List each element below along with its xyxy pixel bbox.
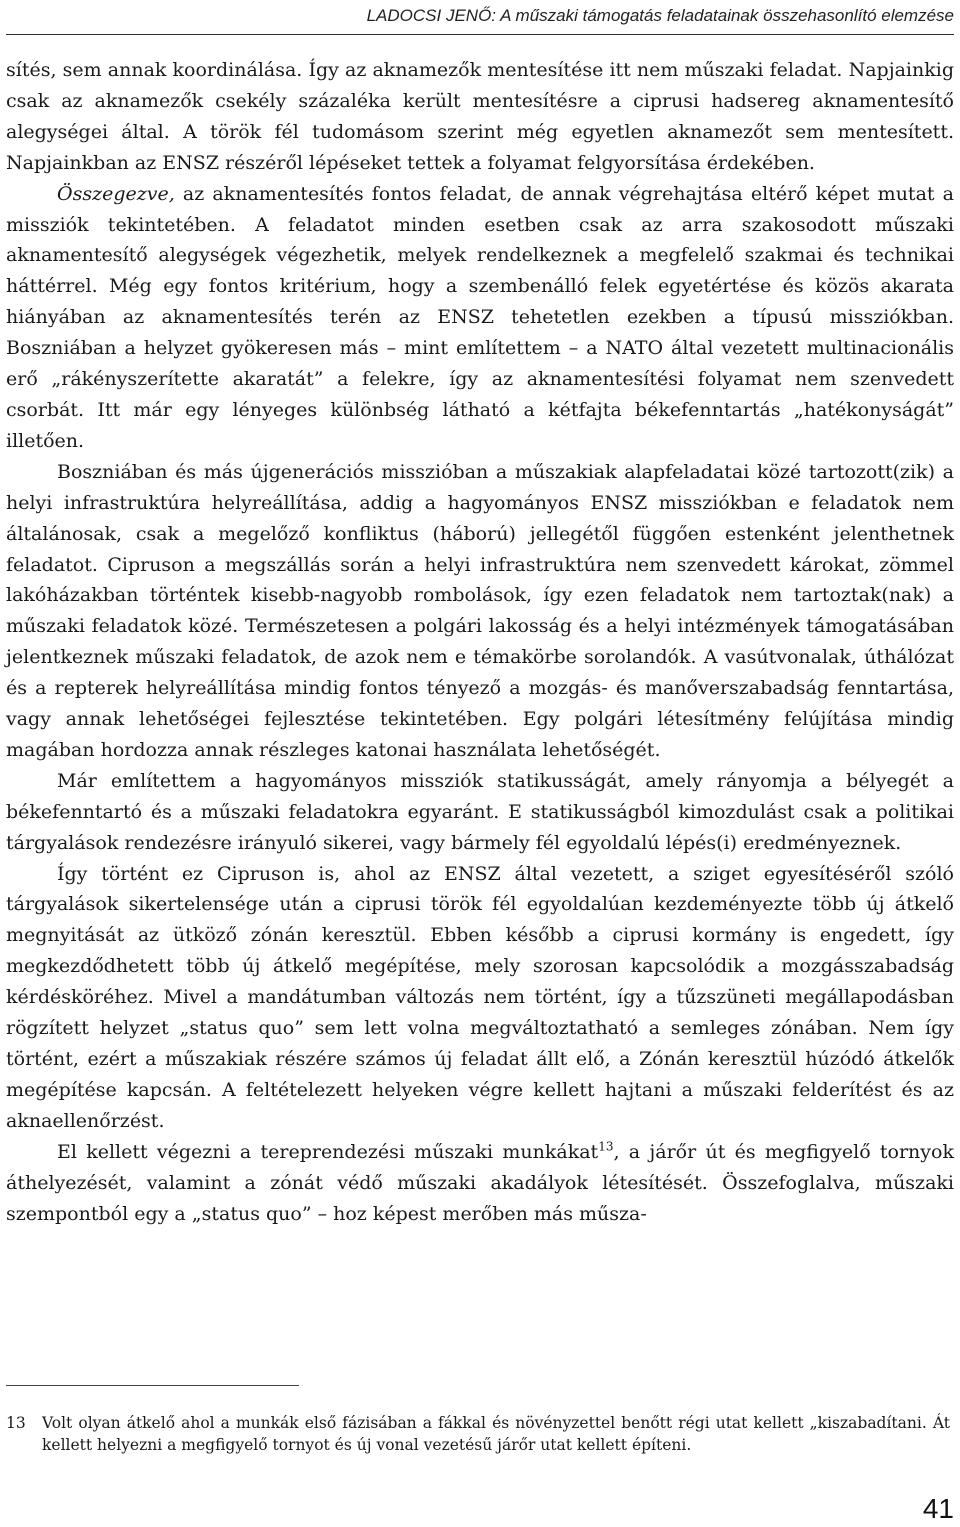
body-text [6, 55, 954, 1229]
header-rule [6, 34, 954, 35]
page-number: 41 [922, 1493, 954, 1524]
footnote-number: 13 [6, 1414, 26, 1432]
paragraph-4: Már említettem a hagyományos missziók statikusságát, amely rányomja a bélyegét a békefenntartó és a műszaki feladatokra egyaránt. E statikusságból kimozdulást csak a politikai tárgyalások rendezésre irányuló sikerei, vagy bármely fél egyoldalú lépés(i) eredményeznek. [6, 769, 954, 854]
paragraph-6-text-before: El kellett végezni a tereprendezési műszaki munkákat [57, 1140, 599, 1163]
running-header: LADOCSI JENŐ: A műszaki támogatás feladatainak összehasonlító elemzése [366, 6, 954, 25]
footnote-reference[interactable]: 13 [598, 1139, 614, 1154]
footnote-rule [6, 1385, 299, 1386]
paragraph-6 [6, 1137, 954, 1230]
paragraph-2-text: az aknamentesítés fontos feladat, de annak végrehajtása eltérő képet mutat a missziók tekintetében. A feladatot minden esetben csak az arra szakosodott műszaki aknamentesítő alegységek végezhetik, melyek rendelkeznek a megfelelő szakmai és technikai háttérrel. Még egy fontos kritérium, hogy a szembenálló felek egyetértése és közös akarata hiányában az aknamentesítés terén az ENSZ tehetetlen ezekben a típusú missziókban. Boszniában a helyzet gyökeresen más – mint említettem – a NATO által vezetett multinacionális erő „rákényszerítette akaratát” a felekre, így az aknamentesítési folyamat nem szenvedett csorbát. Itt már egy lényeges különbség látható a kétfajta békefenntartás „hatékonyságát” illetően. [6, 182, 954, 452]
footnote [6, 1412, 950, 1456]
paragraph-3: Boszniában és más újgenerációs misszióban a műszakiak alapfeladatai közé tartozott(zik) a helyi infrastruktúra helyreállítása, addig a hagyományos ENSZ missziókban e feladatok nem általánosak, csak a megelőző konfliktus (háború) jellegétől függően estenként jelenthetnek feladatot. Cipruson a megszállás során a helyi infrastruktúra nem szenvedett károkat, zömmel lakóházakban történtek kisebb-nagyobb rombolások, így ezen feladatok nem tartoztak(nak) a műszaki feladatok közé. Természetesen a polgári lakosság és a helyi intézmények támogatásában jelentkeznek műszaki feladatok, de azok nem e témakörbe sorolandók. A vasútvonalak, úthálózat és a repterek helyreállítása mindig fontos tényező a mozgás- és manőverszabadság fenntartása, vagy annak lehetőségei fejlesztése tekintetében. Egy polgári létesítmény felújítása mindig magában hordozza annak részleges katonai használata lehetőségét. [6, 460, 954, 761]
paragraph-2-lead: Összegezve, [57, 182, 175, 205]
footnote-text: Volt olyan átkelő ahol a munkák első fázisában a fákkal és növényzettel benőtt régi utat kellett „kiszabadítani. Át kellett helyezni a megfigyelő tornyot és új vonal vezetésű járőr utat kellett építeni. [42, 1414, 950, 1454]
paragraph-1: sítés, sem annak koordinálása. Így az aknamezők mentesítése itt nem műszaki feladat. Napjainkig csak az aknamezők csekély százaléka került mentesítésre a ciprusi hadsereg aknamentesítő alegységei által. A török fél tudomásom szerint még egyetlen aknamezőt sem mentesített. Napjainkban az ENSZ részéről lépéseket tettek a folyamat felgyorsítása érdekében. [6, 59, 954, 174]
paragraph-2 [6, 179, 954, 457]
paragraph-6-text-after: , a járőr út és megfigyelő tornyok áthelyezését, valamint a zónát védő műszaki akadályok létesítését. Összefoglalva, műszaki szempontból egy a „status quo” – hoz képest merőben más műsza- [6, 1140, 954, 1225]
paragraph-5: Így történt ez Cipruson is, ahol az ENSZ által vezetett, a sziget egyesítéséről szóló tárgyalások sikertelensége után a ciprusi török fél egyoldalúan kezdeményezte több új átkelő megnyitását az ütköző zónán keresztül. Ebben később a ciprusi kormány is engedett, így megkezdődhetett több új átkelő megépítése, mely szorosan kapcsolódik a mozgásszabadság kérdésköréhez. Mivel a mandátumban változás nem történt, így a tűzszüneti megállapodásban rögzített helyzet „status quo” sem lett volna megváltoztatható a semleges zónában. Nem így történt, ezért a műszakiak részére számos új feladat állt elő, a Zónán keresztül húzódó átkelők megépítése kapcsán. A feltételezett helyeken végre kellett hajtani a műszaki felderítést és az aknaellenőrzést. [6, 862, 954, 1132]
